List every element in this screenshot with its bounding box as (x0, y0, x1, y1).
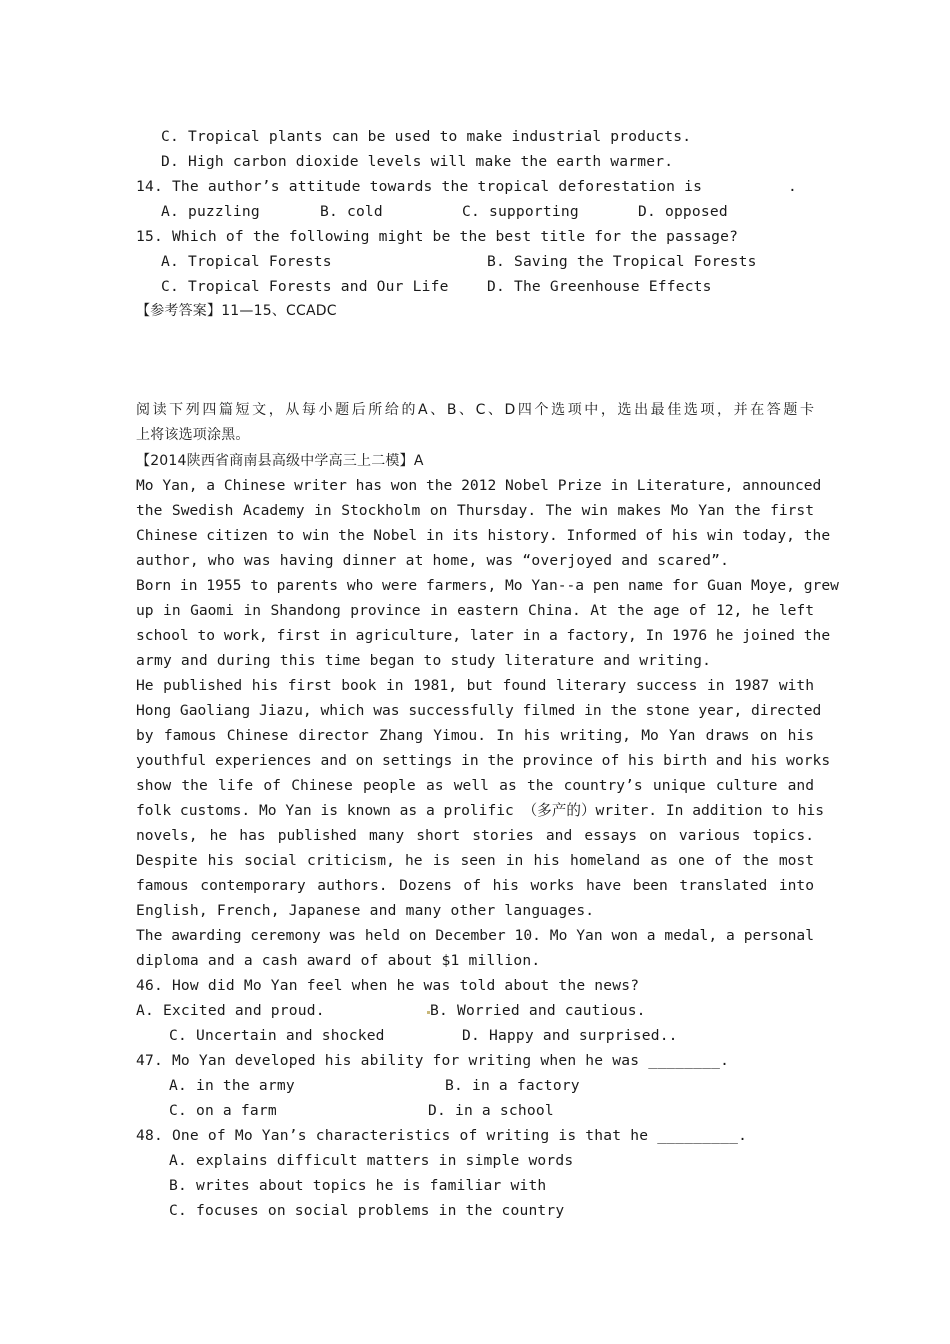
q15-option-d: D. The Greenhouse Effects (487, 278, 712, 295)
q47-option-d: D. in a school (428, 1102, 554, 1119)
q48-option-b: B. writes about topics he is familiar with (169, 1177, 547, 1194)
passage-line: novels, he has published many short stories and essays on various topics. (136, 827, 814, 844)
q46-option-d: D. Happy and surprised.. (462, 1027, 678, 1044)
q15-option-a: A. Tropical Forests (161, 253, 332, 270)
passage-line: English, French, Japanese and many other languages. (136, 902, 595, 919)
q15-stem: 15. Which of the following might be the best title for the passage? (136, 228, 739, 245)
passage-line: The awarding ceremony was held on December 10. Mo Yan won a medal, a personal (136, 927, 814, 944)
q13-option-d: D. High carbon dioxide levels will make the earth warmer. (161, 153, 674, 170)
q14-blank-end: . (788, 178, 797, 195)
q48-option-c: C. focuses on social problems in the country (169, 1202, 565, 1219)
q47-option-c: C. on a farm (169, 1102, 277, 1119)
q15-option-b: B. Saving the Tropical Forests (487, 253, 757, 270)
passage-line: Despite his social criticism, he is seen in his homeland as one of the most (136, 852, 814, 869)
passage-line: Mo Yan, a Chinese writer has won the 2012 Nobel Prize in Literature, announced (136, 477, 822, 494)
passage-line: famous contemporary authors. Dozens of his works have been translated into (136, 877, 814, 894)
passage-line: up in Gaomi in Shandong province in eastern China. At the age of 12, he left (136, 602, 814, 619)
q47-option-a: A. in the army (169, 1077, 295, 1094)
passage-line: Born in 1955 to parents who were farmers, Mo Yan--a pen name for Guan Moye, grew (136, 577, 839, 594)
q14-option-b: B. cold (320, 203, 383, 220)
passage-line: youthful experiences and on settings in the province of his birth and his works (136, 752, 831, 769)
q14-option-d: D. opposed (638, 203, 728, 220)
q46-option-a: A. Excited and proud. (136, 1002, 325, 1019)
q14-stem: 14. The author’s attitude towards the tropical deforestation is (136, 178, 703, 195)
q48-option-a: A. explains difficult matters in simple words (169, 1152, 574, 1169)
passage-line: folk customs. Mo Yan is known as a prolific （多产的）writer. In addition to his (136, 802, 825, 819)
q46-option-c: C. Uncertain and shocked (169, 1027, 385, 1044)
passage-line: author, who was having dinner at home, was “overjoyed and scared”. (136, 552, 730, 569)
q46-option-b: B. Worried and cautious. (430, 1002, 646, 1019)
source-heading: 【2014陕西省商南县高级中学高三上二模】A (136, 453, 424, 469)
q14-option-c: C. supporting (462, 203, 579, 220)
q46-stem: 46. How did Mo Yan feel when he was told about the news? (136, 977, 640, 994)
instructions-line-2: 上将该选项涂黑。 (136, 427, 250, 443)
passage-line: the Swedish Academy in Stockholm on Thursday. The win makes Mo Yan the first (136, 502, 814, 519)
passage-line: Hong Gaoliang Jiazu, which was successfully filmed in the stone year, directed (136, 702, 822, 719)
q13-option-c: C. Tropical plants can be used to make industrial products. (161, 128, 692, 145)
passage-line: diploma and a cash award of about $1 million. (136, 952, 541, 969)
q48-stem: 48. One of Mo Yan’s characteristics of writing is that he _________. (136, 1127, 748, 1144)
passage-line: by famous Chinese director Zhang Yimou. In his writing, Mo Yan draws on his (136, 727, 814, 744)
q47-stem: 47. Mo Yan developed his ability for writing when he was ________. (136, 1052, 730, 1069)
reference-answer: 【参考答案】11—15、CCADC (136, 303, 337, 319)
q15-option-c: C. Tropical Forests and Our Life (161, 278, 449, 295)
passage-line: Chinese citizen to win the Nobel in its history. Informed of his win today, the (136, 527, 831, 544)
instructions-line-1: 阅读下列四篇短文，从每小题后所给的A、B、C、D四个选项中，选出最佳选项，并在答题卡 (136, 402, 814, 418)
passage-line: army and during this time began to study literature and writing. (136, 652, 712, 669)
passage-line: school to work, first in agriculture, later in a factory, In 1976 he joined the (136, 627, 831, 644)
passage-line: show the life of Chinese people as well as the country’s unique culture and (136, 777, 814, 794)
q14-option-a: A. puzzling (161, 203, 260, 220)
passage-line: He published his first book in 1981, but found literary success in 1987 with (136, 677, 814, 694)
q47-option-b: B. in a factory (445, 1077, 580, 1094)
